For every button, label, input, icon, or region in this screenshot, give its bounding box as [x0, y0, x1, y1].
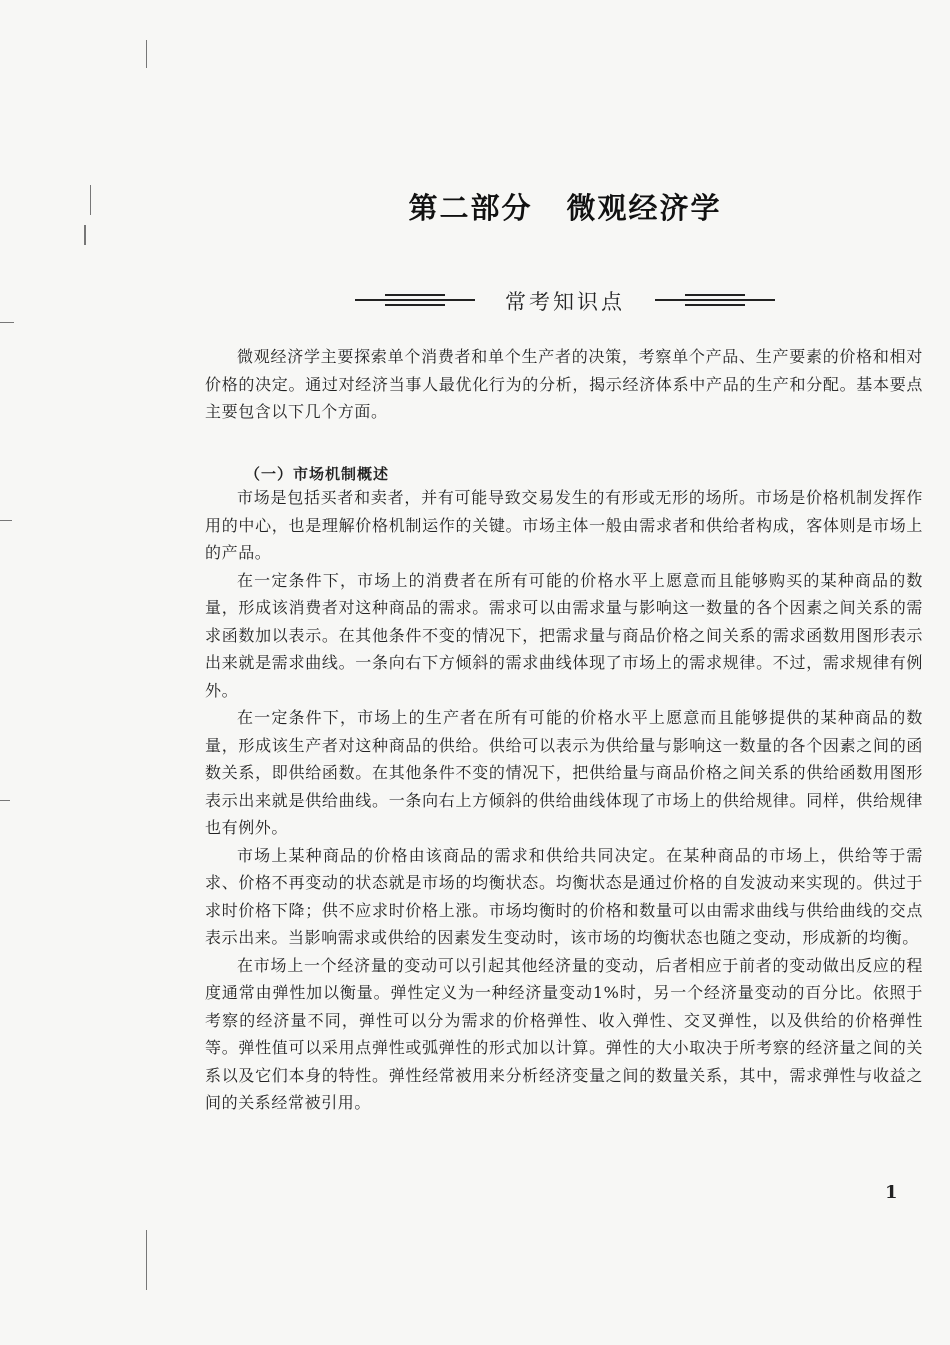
- scan-artifact: [90, 185, 91, 215]
- scan-artifact: [0, 520, 12, 521]
- paragraph: 市场是包括买者和卖者，并有可能导致交易发生的有形或无形的场所。市场是价格机制发挥作用的中心，也是理解价格机制运作的关键。市场主体一般由需求者和供给者构成，客体则是市场上的产品。: [205, 488, 923, 562]
- paragraph: 在一定条件下，市场上的消费者在所有可能的价格水平上愿意而且能够购买的某种商品的数量，形成该消费者对这种商品的需求。需求可以由需求量与影响这一数量的各个因素之间关系的需求函数加以表示。在其他条件不变的情况下，把需求量与商品价格之间关系的需求函数用图形表示出来就是需求曲线。一条向右下方倾斜的需求曲线体现了市场上的需求规律。不过，需求规律有例外。: [205, 570, 923, 700]
- heading-rule-left: [355, 294, 475, 306]
- section-heading-label: 常考知识点: [505, 290, 625, 314]
- scan-artifact: [146, 40, 147, 68]
- scan-artifact: [0, 800, 10, 801]
- main-text: [205, 484, 923, 1117]
- scan-artifact: [146, 1230, 147, 1290]
- part-title-subject: 微观经济学: [566, 191, 722, 225]
- paragraph: 在市场上一个经济量的变动可以引起其他经济量的变动，后者相应于前者的变动做出反应的程度通常由弹性加以衡量。弹性定义为一种经济量变动1%时，另一个经济量变动的百分比。依照于考察的经济量不同，弹性可以分为需求的价格弹性、收入弹性、交叉弹性，以及供给的价格弹性等。弹性值可以采用点弹性或弧弹性的形式加以计算。弹性的大小取决于所考察的经济量之间的关系以及它们本身的特性。弹性经常被用来分析经济变量之间的数量关系，其中，需求弹性与收益之间的关系经常被引用。: [205, 955, 923, 1112]
- subsection-title: （一）市场机制概述: [245, 465, 390, 483]
- intro-paragraph: 微观经济学主要探索单个消费者和单个生产者的决策，考察单个产品、生产要素的价格和相对价格的决定。通过对经济当事人最优化行为的分析，揭示经济体系中产品的生产和分配。基本要点主要包含以下几个方面。: [205, 347, 923, 421]
- scan-artifact: [84, 225, 86, 245]
- paragraph: 在一定条件下，市场上的生产者在所有可能的价格水平上愿意而且能够提供的某种商品的数量，形成该生产者对这种商品的供给。供给可以表示为供给量与影响这一数量的各个因素之间的函数关系，即供给函数。在其他条件不变的情况下，把供给量与商品价格之间关系的供给函数用图形表示出来就是供给曲线。一条向右上方倾斜的供给曲线体现了市场上的供给规律。同样，供给规律也有例外。: [205, 708, 923, 837]
- part-title: [330, 186, 800, 227]
- paragraph: 市场上某种商品的价格由该商品的需求和供给共同决定。在某种商品的市场上，供给等于需求、价格不再变动的状态就是市场的均衡状态。均衡状态是通过价格的自发波动来实现的。供过于求时价格下降；供不应求时价格上涨。市场均衡时的价格和数量可以由需求曲线与供给曲线的交点表示出来。当影响需求或供给的因素发生变动时，该市场的均衡状态也随之变动，形成新的均衡。: [205, 845, 923, 947]
- part-title-prefix: 第二部分: [408, 191, 533, 225]
- heading-rule-right: [655, 294, 775, 306]
- page-number: 1: [885, 1182, 898, 1203]
- scan-artifact: [0, 322, 14, 323]
- section-heading: [355, 286, 775, 316]
- intro-text: [205, 343, 923, 426]
